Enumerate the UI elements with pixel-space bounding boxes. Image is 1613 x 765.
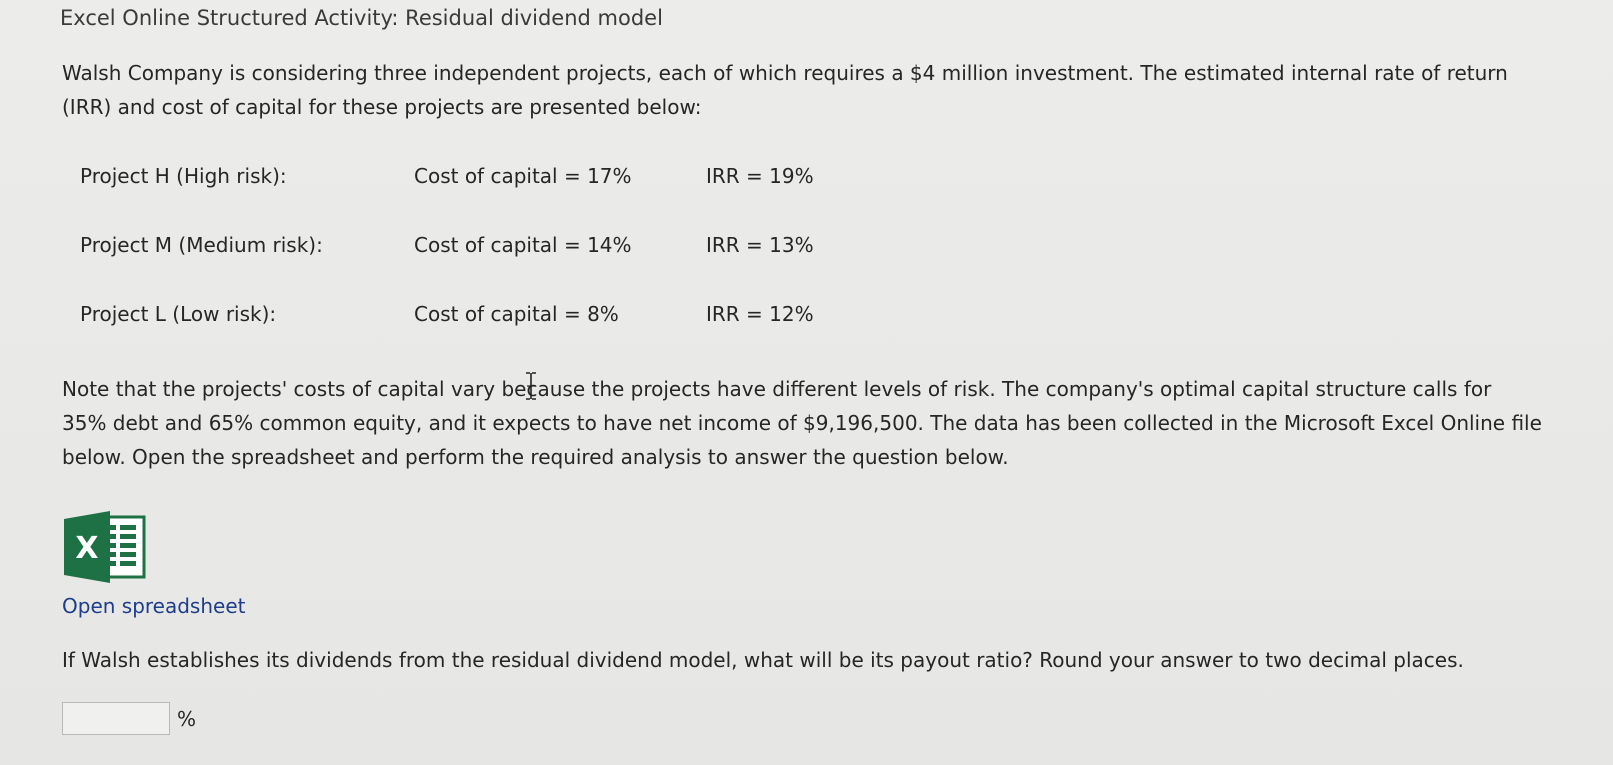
text-cursor-icon: [521, 371, 541, 401]
intro-paragraph: Walsh Company is considering three independent projects, each of which requires a $4 million investment. The estimated internal rate of return (IRR) and cost of capital for these projects are presented below:: [62, 61, 1508, 119]
page-title: Excel Online Structured Activity: Residual dividend model: [60, 6, 663, 30]
question-text: If Walsh establishes its dividends from the residual dividend model, what will be its payout ratio? Round your answer to two decimal places.: [62, 648, 1464, 672]
note-paragraph: Note that the projects' costs of capital vary because the projects have different levels of risk. The company's optimal capital structure calls for 35% debt and 65% common equity, and it expects to have net income of $9,196,500. The data has been collected in the Microsoft Excel Online file below. Open the spreadsheet and perform the required analysis to answer the question below.: [62, 377, 1542, 469]
project-irr: IRR = 19%: [706, 164, 814, 188]
project-cost-of-capital: Cost of capital = 14%: [414, 233, 632, 257]
project-name: Project H (High risk):: [80, 164, 287, 188]
project-irr: IRR = 13%: [706, 233, 814, 257]
project-name: Project M (Medium risk):: [80, 233, 323, 257]
project-cost-of-capital: Cost of capital = 17%: [414, 164, 632, 188]
percent-unit: %: [177, 707, 197, 731]
excel-icon[interactable]: [64, 511, 148, 583]
excel-icon-letter: X: [75, 531, 99, 566]
project-name: Project L (Low risk):: [80, 302, 277, 326]
project-cost-of-capital: Cost of capital = 8%: [414, 302, 619, 326]
payout-ratio-input[interactable]: [62, 702, 170, 735]
open-spreadsheet-link[interactable]: Open spreadsheet: [62, 594, 246, 618]
project-irr: IRR = 12%: [706, 302, 814, 326]
